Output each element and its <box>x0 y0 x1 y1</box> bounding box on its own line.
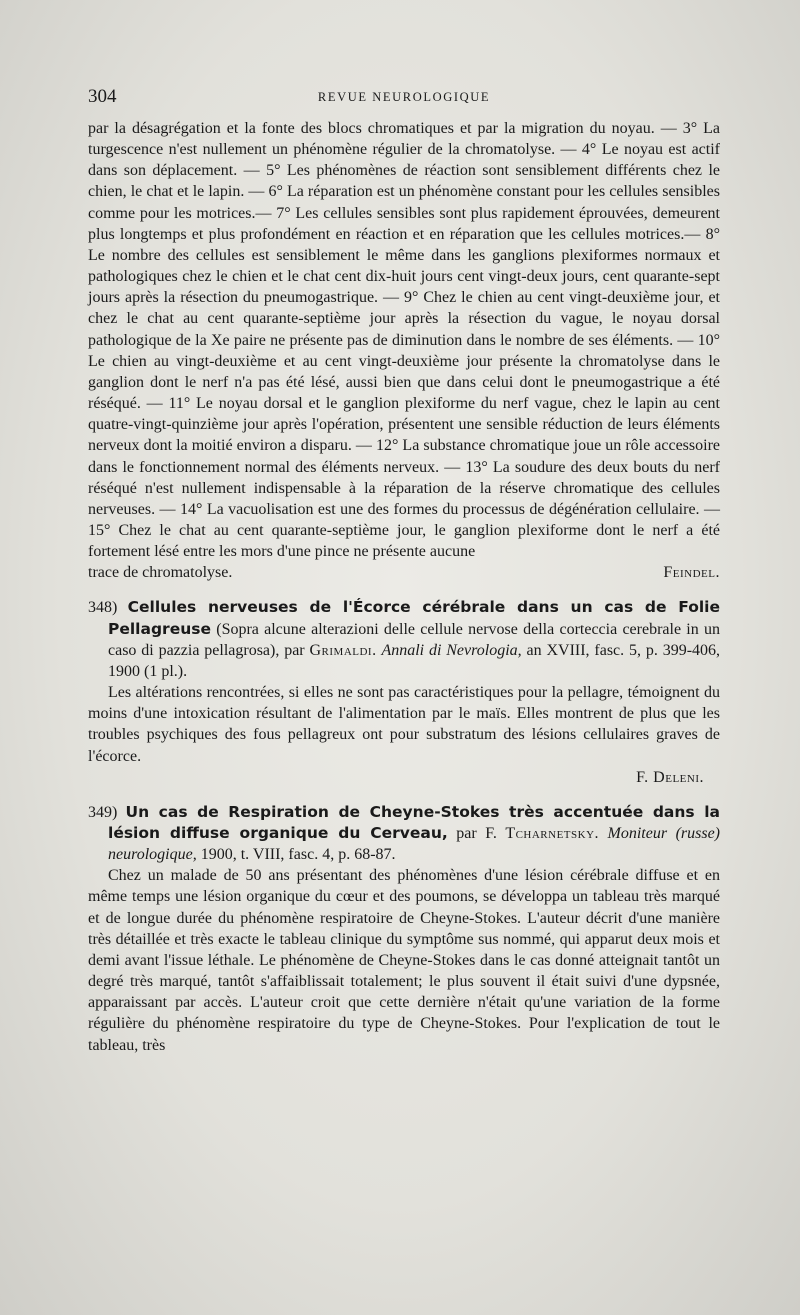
entry-348-body: Les altérations rencontrées, si elles ne sont pas caractéristiques pour la pellagre, témoignent du moins d'une intoxication résultant de l'alimentation par le maïs. Elles montrent de plus que les troubles psychiques des fous pellagreux ont pour substratum des lésions cellulaires graves de l'écorce. <box>88 684 720 765</box>
body-text <box>88 118 720 1056</box>
signature-feindel: Feindel. <box>663 564 720 582</box>
entry-348-subtitle: (Sopra alcune alterazioni delle cellule nervose della corteccia cerebrale in un caso di pazzia pellagrosa), par <box>108 620 720 659</box>
entry-349-journal: Moniteur (russe) neurologique, <box>108 825 720 864</box>
entry-349-body: Chez un malade de 50 ans présentant des phénomènes d'une lésion cérébrale diffuse et en même temps une lésion organique du cœur et des poumons, se développa un tableau très marqué et de longue durée du phénomène respiratoire de Cheyne-Stokes. L'auteur décrit d'une manière très détaillée et très exacte le tableau clinique du symptôme sus nommé, qui apparut deux mois et demi avant l'issue léthale. Le phénomène de Cheyne-Stokes dans le cas donné atteignait tantôt un degré très marqué, tantôt s'affaiblissait totalement; le plus souvent il était suivi d'une dypsnée, apparaissant par accès. L'auteur croit que cette dernière n'était qu'une variation de la forme régulière du phénomène respiratoire du type de Cheyne-Stokes. Pour l'explication de tout le tableau, très <box>88 867 720 1054</box>
page-number: 304 <box>88 86 117 107</box>
running-title: REVUE NEUROLOGIQUE <box>317 90 491 104</box>
entry-349-heading <box>88 802 720 865</box>
entry-349-number: 349) <box>88 803 118 821</box>
entry-348-journal: Annali di Nevrologia, <box>381 641 522 659</box>
page-header <box>88 86 720 108</box>
continued-last-line: trace de chromatolyse. <box>88 564 233 582</box>
entry-349-title: Un cas de Respiration de Cheyne-Stokes très accentuée dans la lésion diffuse organique du Cerveau, <box>108 802 720 842</box>
entry-348-author: Grimaldi. <box>309 641 377 659</box>
entry-349-citation: 1900, t. VIII, fasc. 4, p. 68-87. <box>200 846 396 864</box>
entry-348-signature: F. Deleni. <box>636 768 704 786</box>
entry-349-by: par F. <box>456 825 497 842</box>
entry-348-citation: an XVIII, fasc. 5, p. 399-406, 1900 (1 pl.). <box>108 641 721 680</box>
continued-signature-line <box>88 562 720 583</box>
entry-349-author: Tcharnetsky. <box>505 825 600 842</box>
continued-paragraph: par la désagrégation et la fonte des blocs chromatiques et par la migration du noyau. — 3° La turgescence n'est nullement un phénomène régulier de la chromatolyse. — 4° Le noyau est actif dans son déplacement. — 5° Les phénomènes de réaction sont sensiblement différents chez le chien, le chat et le lapin. — 6° La réparation est un phénomène constant pour les cellules sensibles comme pour les motrices.— 7° Les cellules sensibles sont plus rapidement éprouvées, demeurent plus longtemps et plus profondément en réaction et en réparation que les cellules motrices.— 8° Le nombre des cellules est sensiblement le même dans les ganglions plexiformes normaux et pathologiques chez le chien et le chat cent dix-huit jours cent vingt-deux jours, cent quarante-sept jours après la résection du pneumogastrique. — 9° Chez le chien au cent vingt-deuxième jour, et chez le chat au cent quarante-septième jour après la résection du vague, le noyau dorsal pathologique de la Xe paire ne présente pas de diminution dans le nombre de ses éléments. — 10° Le chien au vingt-deuxième et au cent vingt-deuxième jour présente la chromatolyse dans le ganglion dont le nerf n'a pas été lésé, aussi bien que dans celui dont le pneumogastrique a été réséqué. — 11° Le noyau dorsal et le ganglion plexiforme du nerf vague, chez le lapin au cent quatre-vingt-quinzième jour après l'opération, présentent une sensible réduction de leurs éléments nerveux dont la moitié environ a disparu. — 12° La substance chromatique joue un rôle accessoire dans le fonctionnement normal des éléments nerveux. — 13° La soudure des deux bouts du nerf réséqué n'est nullement indispensable à la réparation de la réserve chromatique des cellules nerveuses. — 14° La vacuolisation est une des formes du processus de dégénération cellulaire. — 15° Chez le chat au cent quarante-septième jour, le ganglion plexiforme dont le nerf a été fortement lésé entre les mors d'une pince ne présente aucune <box>88 120 720 561</box>
entry-348-heading <box>88 597 720 682</box>
entry-348-number: 348) <box>88 599 118 617</box>
entry-348-title: Cellules nerveuses de l'Écorce cérébrale dans un cas de Folie Pellagreuse <box>108 598 720 638</box>
